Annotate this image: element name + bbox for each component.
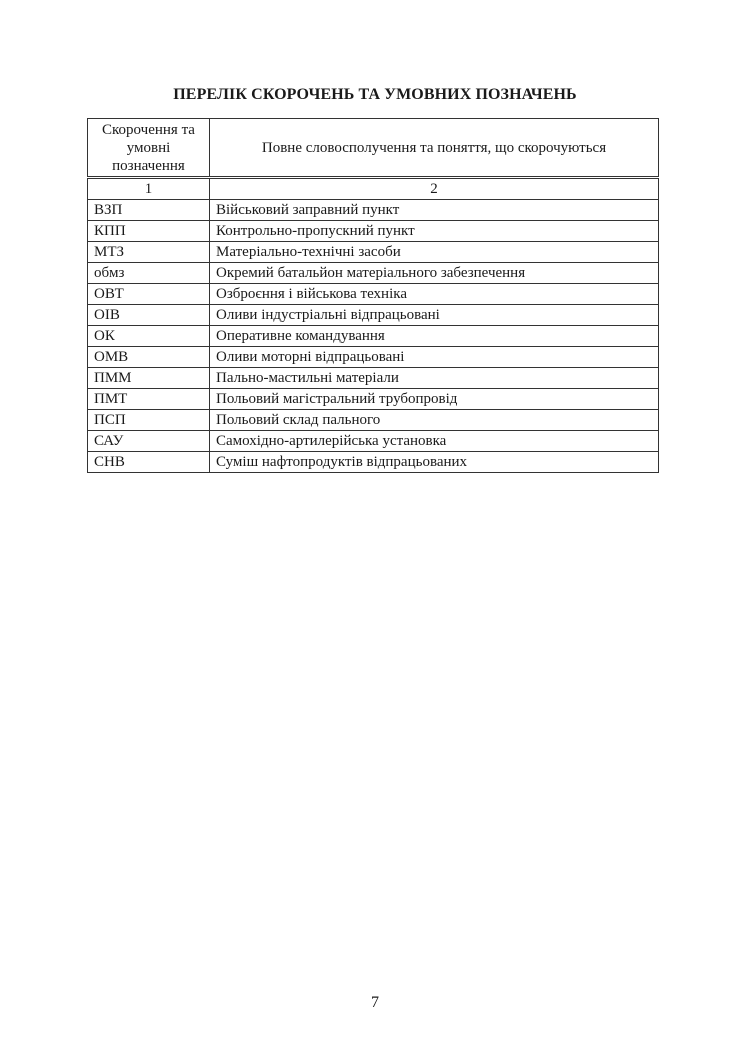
abbreviation-cell: обмз — [88, 263, 210, 284]
full-phrase-cell: Оперативне командування — [210, 326, 659, 347]
table-row — [88, 221, 659, 242]
column-number-2: 2 — [210, 178, 659, 200]
abbreviation-cell: ПСП — [88, 410, 210, 431]
table-row — [88, 452, 659, 473]
page-title: ПЕРЕЛІК СКОРОЧЕНЬ ТА УМОВНИХ ПОЗНАЧЕНЬ — [173, 86, 577, 103]
abbreviation-cell: ОІВ — [88, 305, 210, 326]
table-row — [88, 263, 659, 284]
full-phrase-cell: Оливи моторні відпрацьовані — [210, 347, 659, 368]
table-row — [88, 410, 659, 431]
full-phrase-cell: Озброєння і військова техніка — [210, 284, 659, 305]
column-number-row — [88, 178, 659, 200]
table-row — [88, 284, 659, 305]
abbreviation-cell: ОМВ — [88, 347, 210, 368]
table-row — [88, 389, 659, 410]
abbreviation-cell: СНВ — [88, 452, 210, 473]
abbreviation-cell: МТЗ — [88, 242, 210, 263]
table-row — [88, 431, 659, 452]
abbreviation-cell: КПП — [88, 221, 210, 242]
header-full-phrase: Повне словосполучення та поняття, що скорочуються — [210, 119, 659, 178]
full-phrase-cell: Польовий магістральний трубопровід — [210, 389, 659, 410]
abbreviations-table — [87, 118, 659, 473]
full-phrase-cell: Оливи індустріальні відпрацьовані — [210, 305, 659, 326]
table-header-row — [88, 119, 659, 178]
table-row — [88, 242, 659, 263]
table-row — [88, 200, 659, 221]
header-abbreviation: Скорочення та умовні позначення — [88, 119, 210, 178]
abbreviation-cell: ОВТ — [88, 284, 210, 305]
abbreviation-cell: САУ — [88, 431, 210, 452]
full-phrase-cell: Окремий батальйон матеріального забезпечення — [210, 263, 659, 284]
full-phrase-cell: Пально-мастильні матеріали — [210, 368, 659, 389]
table-row — [88, 347, 659, 368]
table-row — [88, 368, 659, 389]
full-phrase-cell: Контрольно-пропускний пункт — [210, 221, 659, 242]
column-number-1: 1 — [88, 178, 210, 200]
table-row — [88, 326, 659, 347]
full-phrase-cell: Польовий склад пального — [210, 410, 659, 431]
table-row — [88, 305, 659, 326]
full-phrase-cell: Військовий заправний пункт — [210, 200, 659, 221]
abbreviation-cell: ОК — [88, 326, 210, 347]
page-number: 7 — [371, 994, 379, 1011]
abbreviation-cell: ВЗП — [88, 200, 210, 221]
full-phrase-cell: Суміш нафтопродуктів відпрацьованих — [210, 452, 659, 473]
full-phrase-cell: Матеріально-технічні засоби — [210, 242, 659, 263]
abbreviation-cell: ПММ — [88, 368, 210, 389]
abbreviation-cell: ПМТ — [88, 389, 210, 410]
full-phrase-cell: Самохідно-артилерійська установка — [210, 431, 659, 452]
